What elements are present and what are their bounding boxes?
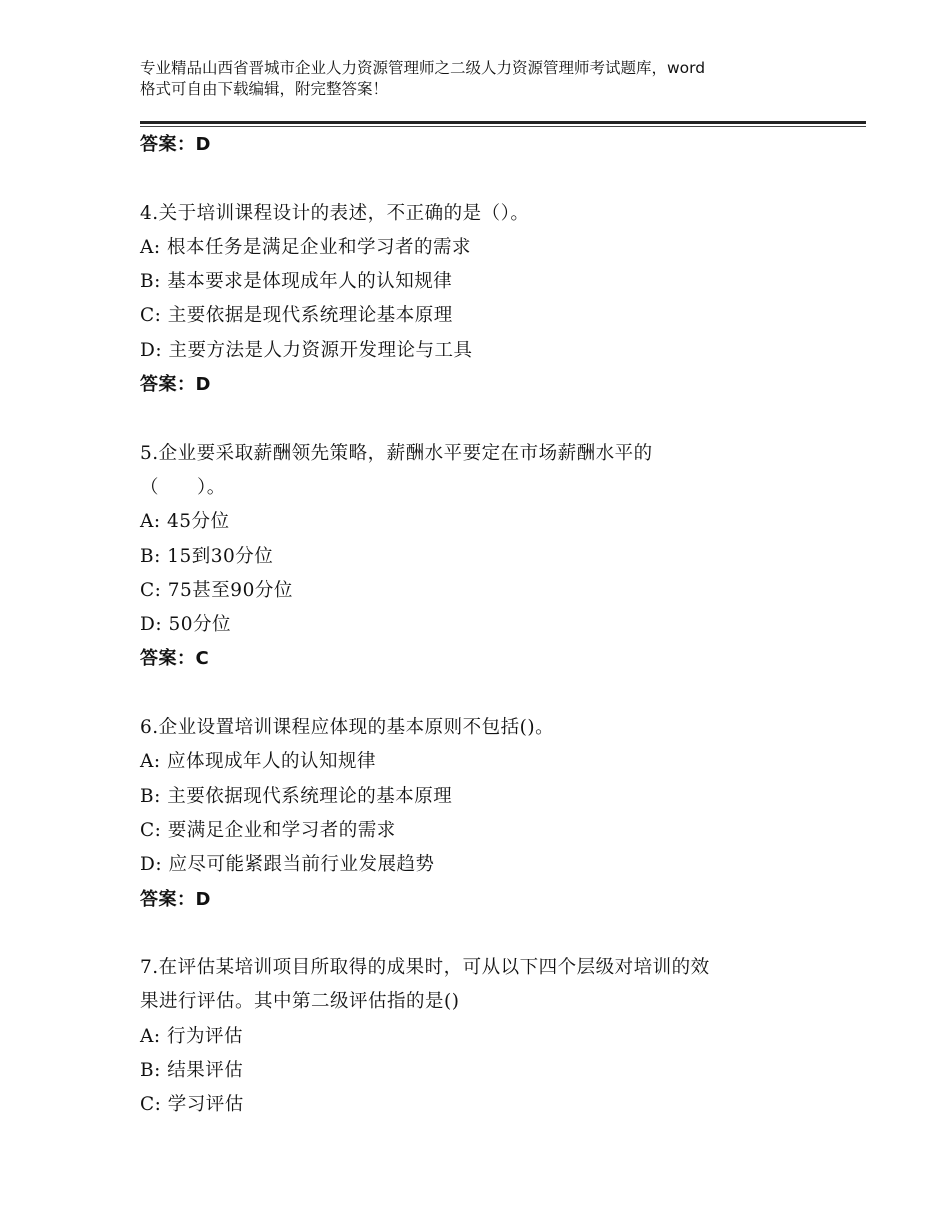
option-a: A: 行为评估 bbox=[140, 1025, 243, 1047]
question-4 bbox=[140, 197, 840, 403]
question-7 bbox=[140, 951, 840, 1122]
answer-label: 答案：D bbox=[140, 374, 211, 396]
header-rule-thick bbox=[140, 121, 866, 124]
option-d: D: 应尽可能紧跟当前行业发展趋势 bbox=[140, 854, 435, 876]
question-text-continued: 果进行评估。其中第二级评估指的是() bbox=[140, 991, 460, 1013]
option-c: C: 要满足企业和学习者的需求 bbox=[140, 819, 396, 841]
option-d: D: 主要方法是人力资源开发理论与工具 bbox=[140, 339, 473, 361]
answer-label: 答案：D bbox=[140, 888, 211, 910]
question-text: 6.企业设置培训课程应体现的基本原则不包括()。 bbox=[140, 717, 555, 739]
header-rule-thin bbox=[140, 126, 866, 127]
option-a: A: 45分位 bbox=[140, 511, 230, 533]
option-b: B: 基本要求是体现成年人的认知规律 bbox=[140, 271, 453, 293]
option-c: C: 75甚至90分位 bbox=[140, 579, 293, 601]
header-title-line-2: 格式可自由下载编辑，附完整答案！ bbox=[140, 80, 389, 98]
option-b: B: 主要依据现代系统理论的基本原理 bbox=[140, 785, 453, 807]
spacer bbox=[140, 402, 840, 436]
option-a: A: 根本任务是满足企业和学习者的需求 bbox=[140, 236, 471, 258]
question-text-continued: （ ）。 bbox=[140, 476, 226, 498]
answer-label: 答案：C bbox=[140, 648, 210, 670]
spacer bbox=[140, 677, 840, 711]
question-list bbox=[140, 128, 840, 1123]
header-title-line-1: 专业精品山西省晋城市企业人力资源管理师之二级人力资源管理师考试题库，word bbox=[140, 59, 706, 77]
question-6 bbox=[140, 711, 840, 917]
spacer bbox=[140, 162, 840, 196]
question-5 bbox=[140, 437, 840, 677]
page-header bbox=[140, 58, 840, 100]
option-c: C: 学习评估 bbox=[140, 1094, 244, 1116]
previous-answer: 答案：D bbox=[140, 134, 211, 155]
question-text: 5.企业要采取薪酬领先策略，薪酬水平要定在市场薪酬水平的 bbox=[140, 442, 653, 464]
option-b: B: 15到30分位 bbox=[140, 545, 274, 567]
option-d: D: 50分位 bbox=[140, 614, 231, 636]
option-b: B: 结果评估 bbox=[140, 1060, 244, 1082]
question-text: 7.在评估某培训项目所取得的成果时，可从以下四个层级对培训的效 bbox=[140, 957, 710, 979]
option-c: C: 主要依据是现代系统理论基本原理 bbox=[140, 305, 453, 327]
spacer bbox=[140, 917, 840, 951]
question-text: 4.关于培训课程设计的表述，不正确的是（）。 bbox=[140, 202, 530, 224]
option-a: A: 应体现成年人的认知规律 bbox=[140, 751, 376, 773]
